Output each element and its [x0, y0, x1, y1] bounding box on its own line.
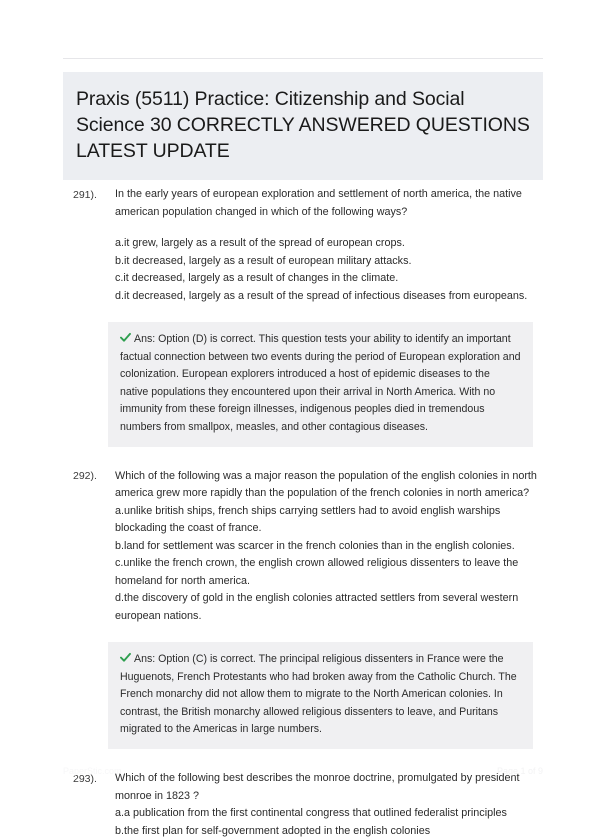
- options-list: [115, 503, 543, 626]
- option-b[interactable]: b.it decreased, largely as a result of european military attacks.: [115, 254, 412, 267]
- spacer: [115, 221, 543, 235]
- answer-explanation-box: [108, 642, 533, 749]
- question-number: 292).: [73, 470, 97, 483]
- question-body: [115, 770, 543, 840]
- option-a[interactable]: a.it grew, largely as a result of the spread of european crops.: [115, 237, 405, 249]
- page-footer: [63, 766, 543, 776]
- option-c[interactable]: c.it decreased, largely as a result of changes in the climate.: [115, 272, 399, 284]
- question-prompt: Which of the following was a major reason the population of the english colonies in north america grew more rapidly than the population of the french colonies in north america?: [115, 469, 537, 500]
- question-block: [0, 770, 606, 840]
- option-b[interactable]: b.land for settlement was scarcer in the french colonies than in the english colonies.: [115, 539, 515, 552]
- green-check-icon: [120, 332, 131, 343]
- question-prompt: Which of the following best describes the monroe doctrine, promulgated by president monroe in 1823 ?: [115, 772, 520, 802]
- option-d[interactable]: d.the discovery of gold in the english colonies attracted settlers from several western european nations.: [115, 592, 519, 622]
- question-block: [0, 468, 606, 749]
- spacer: [0, 447, 606, 468]
- option-d[interactable]: d.it decreased, largely as a result of the spread of infectious diseases from europeans.: [115, 289, 528, 302]
- question-prompt: In the early years of european exploration and settlement of north america, the native american population changed in which of the following ways?: [115, 188, 522, 218]
- answer-explanation-box: [108, 322, 533, 447]
- footer-watermark: PaperStic.com: [63, 766, 122, 776]
- question-number: 293).: [73, 772, 97, 785]
- option-c[interactable]: c.unlike the french crown, the english crown allowed religious dissenters to leave the homeland for north america.: [115, 557, 519, 587]
- answer-explanation-text: Ans: Option (C) is correct. The principal religious dissenters in France were the Huguenots, French Protestants who had broken away from the Catholic Church. The French monarchy did not allow them to migrate to the North American colonies. In contrast, the British monarchy allowed religious dissenters to leave, and Puritans migrated to the Americas in large numbers.: [120, 653, 517, 736]
- green-check-icon: [120, 652, 131, 663]
- question-body: [115, 186, 543, 305]
- options-list: [115, 805, 543, 840]
- question-number: 291).: [73, 188, 97, 201]
- option-b[interactable]: b.the first plan for self-government adopted in the english colonies: [115, 824, 431, 837]
- question-row: [0, 186, 606, 305]
- option-a[interactable]: a.unlike british ships, french ships carrying settlers had to avoid english warships blockading the coast of france.: [115, 504, 501, 535]
- questions-container: [0, 186, 606, 840]
- spacer: [0, 305, 606, 322]
- header-divider: [63, 58, 543, 59]
- question-row: [0, 770, 606, 840]
- options-list: [115, 235, 543, 305]
- document-title-banner: [63, 72, 543, 180]
- question-row: [0, 468, 606, 626]
- page-title: Praxis (5511) Practice: Citizenship and Social Science 30 CORRECTLY ANSWERED QUESTIONS LATEST UPDATE: [76, 88, 530, 162]
- question-block: [0, 186, 606, 447]
- answer-explanation-text: Ans: Option (D) is correct. This question tests your ability to identify an important factual connection between two events during the period of European exploration and colonization. European explorers introduced a host of epidemic diseases to the native populations they encountered upon their arrival in North America. With no immunity from these foreign illnesses, indigenous peoples died in tremendous numbers from smallpox, measles, and other contagious diseases.: [120, 333, 521, 433]
- option-a[interactable]: a.a publication from the first continental congress that outlined federalist principles: [115, 807, 507, 820]
- footer-page-number: Page 1 of 9: [496, 766, 543, 776]
- spacer: [0, 625, 606, 642]
- question-body: [115, 468, 543, 626]
